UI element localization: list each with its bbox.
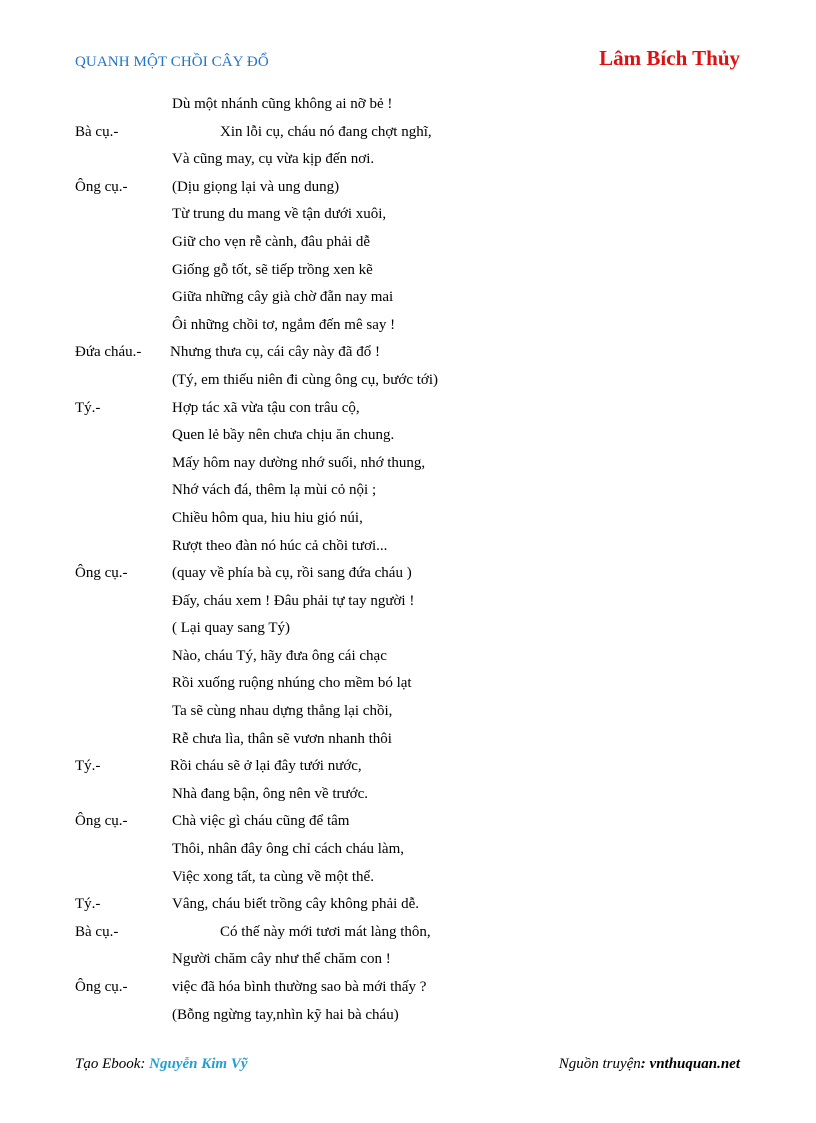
- dialogue-text: Đấy, cháu xem ! Đâu phải tự tay người !: [172, 592, 415, 609]
- ebook-credit: [75, 1056, 248, 1073]
- dialogue-text: Giữ cho vẹn rễ cành, đâu phải dễ: [172, 233, 371, 250]
- dialogue-text: Giống gỗ tốt, sẽ tiếp trồng xen kẽ: [172, 261, 373, 278]
- script-body: [0, 91, 816, 1029]
- dialogue-line: [0, 284, 816, 312]
- dialogue-line: [0, 808, 816, 836]
- dialogue-text: Hợp tác xã vừa tậu con trâu cộ,: [172, 399, 360, 416]
- dialogue-text: việc đã hóa bình thường sao bà mới thấy ?: [172, 979, 427, 995]
- dialogue-line: [0, 781, 816, 809]
- dialogue-text: Nhớ vách đá, thêm lạ mùi cỏ nội ;: [172, 482, 377, 499]
- dialogue-line: [0, 753, 816, 781]
- source-label: Nguồn truyện: [558, 1056, 641, 1072]
- ebook-label: Tạo Ebook: [75, 1056, 141, 1072]
- dialogue-text: Nhưng thưa cụ, cái cây này đã đổ !: [170, 344, 380, 361]
- dialogue-line: [0, 670, 816, 698]
- dialogue-text: Chiều hôm qua, hiu hiu gió núi,: [172, 509, 363, 526]
- dialogue-text: Từ trung du mang về tận dưới xuôi,: [172, 206, 387, 223]
- dialogue-text: Xin lỗi cụ, cháu nó đang chợt nghĩ,: [220, 123, 432, 140]
- ebook-separator: :: [140, 1056, 150, 1072]
- dialogue-line: [0, 367, 816, 395]
- speaker-label: Tý.-: [75, 896, 101, 913]
- dialogue-line: [0, 1002, 816, 1030]
- dialogue-line: [0, 505, 816, 533]
- dialogue-line: [0, 643, 816, 671]
- dialogue-text: (Bỗng ngừng tay,nhìn kỹ hai bà cháu): [172, 1006, 399, 1023]
- dialogue-line: [0, 836, 816, 864]
- speaker-label: Tý.-: [75, 758, 101, 775]
- dialogue-text: Có thế này mới tươi mát làng thôn,: [220, 923, 431, 940]
- dialogue-text: (Dịu giọng lại và ung dung): [172, 178, 340, 195]
- dialogue-line: [0, 588, 816, 616]
- speaker-label: Bà cụ.-: [75, 123, 119, 140]
- speaker-label: Ông cụ.-: [75, 979, 128, 995]
- dialogue-text: Rễ chưa lìa, thân sẽ vươn nhanh thôi: [172, 730, 392, 747]
- dialogue-text: Thôi, nhân đây ông chỉ cách cháu làm,: [172, 841, 405, 858]
- dialogue-text: Mấy hôm nay dường nhớ suối, nhớ thung,: [172, 454, 426, 471]
- dialogue-line: [0, 339, 816, 367]
- dialogue-line: [0, 119, 816, 147]
- dialogue-line: [0, 864, 816, 892]
- dialogue-line: [0, 560, 816, 588]
- page-footer: [0, 1054, 816, 1078]
- dialogue-line: [0, 698, 816, 726]
- dialogue-line: [0, 946, 816, 974]
- speaker-label: Ông cụ.-: [75, 565, 128, 582]
- speaker-label: Ông cụ.-: [75, 178, 128, 195]
- dialogue-text: Vâng, cháu biết trồng cây không phải dễ.: [172, 896, 420, 913]
- dialogue-line: [0, 174, 816, 202]
- speaker-label: Bà cụ.-: [75, 923, 119, 940]
- page-header: [0, 46, 816, 78]
- dialogue-text: Ôi những chồi tơ, ngắm đến mê say !: [172, 316, 396, 333]
- dialogue-text: Nào, cháu Tý, hãy đưa ông cái chạc: [172, 647, 387, 664]
- ebook-creator-name: Nguyễn Kim Vỹ: [149, 1056, 248, 1072]
- dialogue-line: [0, 477, 816, 505]
- dialogue-line: [0, 395, 816, 423]
- dialogue-text: Người chăm cây như thể chăm con !: [172, 951, 391, 968]
- dialogue-text: Giữa những cây già chờ đẵn nay mai: [172, 289, 394, 306]
- source-credit: [559, 1056, 740, 1073]
- dialogue-line: [0, 533, 816, 561]
- dialogue-text: Rồi xuống ruộng nhúng cho mềm bó lạt: [172, 675, 412, 692]
- source-separator: :: [640, 1056, 650, 1072]
- dialogue-line: [0, 257, 816, 285]
- dialogue-line: [0, 91, 816, 119]
- dialogue-text: ( Lại quay sang Tý): [172, 620, 291, 637]
- dialogue-line: [0, 919, 816, 947]
- dialogue-text: Quen lẻ bầy nên chưa chịu ăn chung.: [172, 427, 395, 444]
- dialogue-line: [0, 229, 816, 257]
- dialogue-line: [0, 201, 816, 229]
- document-author: Lâm Bích Thủy: [599, 46, 740, 70]
- dialogue-line: [0, 891, 816, 919]
- dialogue-line: [0, 146, 816, 174]
- speaker-label: Đứa cháu.-: [75, 344, 142, 361]
- speaker-label: Tý.-: [75, 399, 101, 416]
- source-site: vnthuquan.net: [649, 1056, 740, 1072]
- dialogue-text: Và cũng may, cụ vừa kịp đến nơi.: [172, 151, 375, 168]
- dialogue-text: (Tý, em thiếu niên đi cùng ông cụ, bước tới): [172, 371, 439, 388]
- dialogue-text: Chà việc gì cháu cũng để tâm: [172, 813, 350, 830]
- speaker-label: Ông cụ.-: [75, 813, 128, 830]
- dialogue-line: [0, 615, 816, 643]
- dialogue-text: Dù một nhánh cũng không ai nỡ bẻ !: [172, 96, 393, 112]
- dialogue-text: Rượt theo đàn nó húc cả chồi tươi...: [172, 537, 388, 554]
- dialogue-line: [0, 974, 816, 1002]
- dialogue-text: Rồi cháu sẽ ở lại đây tưới nước,: [170, 758, 362, 775]
- document-title: QUANH MỘT CHỒI CÂY ĐỔ: [75, 54, 269, 70]
- dialogue-text: Ta sẽ cùng nhau dựng thẳng lại chồi,: [172, 703, 393, 720]
- dialogue-text: (quay về phía bà cụ, rồi sang đứa cháu ): [172, 565, 412, 582]
- dialogue-line: [0, 312, 816, 340]
- dialogue-line: [0, 422, 816, 450]
- dialogue-line: [0, 726, 816, 754]
- dialogue-text: Việc xong tất, ta cùng về một thể.: [172, 868, 374, 885]
- dialogue-line: [0, 450, 816, 478]
- dialogue-text: Nhà đang bận, ông nên về trước.: [172, 785, 369, 802]
